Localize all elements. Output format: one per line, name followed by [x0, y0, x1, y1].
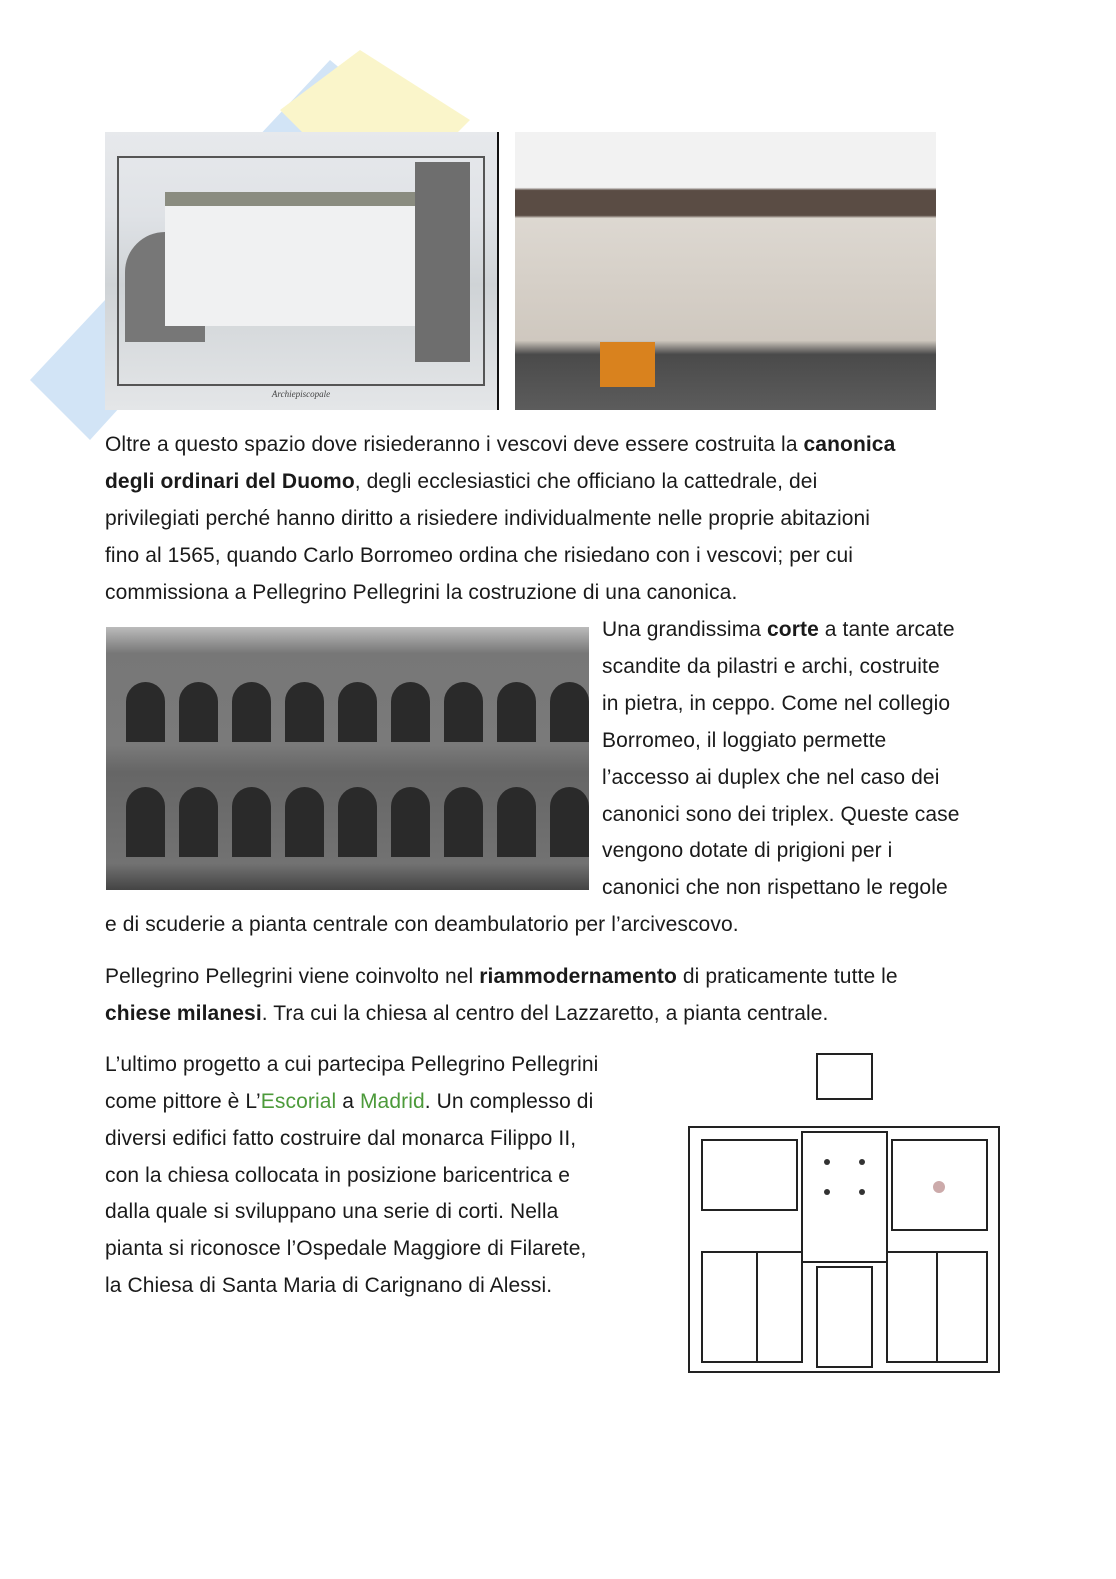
- text-segment: L’ultimo progetto a cui partecipa Pellegrino Pellegrini: [105, 1053, 599, 1076]
- photo-archbishop-palace: [515, 132, 936, 410]
- text-line: [105, 1273, 552, 1299]
- text-segment: diversi edifici fatto costruire dal monarca Filippo II,: [105, 1127, 577, 1150]
- plan-escorial: [687, 1052, 1001, 1374]
- text-line: [105, 543, 853, 569]
- text-segment: e di scuderie a pianta centrale con deambulatorio per l’arcivescovo.: [105, 913, 739, 936]
- text-line: [105, 580, 737, 606]
- text-segment: di praticamente tutte le: [676, 965, 898, 988]
- text-segment: come pittore è L’: [105, 1090, 261, 1113]
- text-segment: scandite da pilastri e archi, costruite: [602, 655, 940, 678]
- bold-text: corte: [767, 618, 819, 641]
- text-line: [105, 1163, 570, 1189]
- text-line: [602, 765, 939, 791]
- text-line: [602, 617, 955, 643]
- text-segment: con la chiesa collocata in posizione baricentrica e: [105, 1164, 571, 1187]
- text-segment: Oltre a questo spazio dove risiederanno i vescovi deve essere costruita la: [105, 433, 804, 456]
- engraving-archbishop-palace: [105, 132, 499, 410]
- text-line: [105, 1052, 598, 1078]
- text-segment: in pietra, in ceppo. Come nel collegio: [602, 692, 951, 715]
- text-line: [105, 432, 895, 458]
- text-segment: canonici sono dei triplex. Queste case: [602, 803, 960, 826]
- text-segment: a tante arcate: [818, 618, 955, 641]
- text-line: [105, 1126, 576, 1152]
- text-segment: l’accesso ai duplex che nel caso dei: [602, 766, 940, 789]
- text-line: [105, 912, 739, 938]
- text-segment: . Un complesso di: [424, 1090, 594, 1113]
- text-segment: a: [336, 1090, 360, 1113]
- text-segment: Pellegrino Pellegrini viene coinvolto nel: [105, 965, 480, 988]
- text-segment: canonici che non rispettano le regole: [602, 876, 948, 899]
- photo-canonica-courtyard: [106, 627, 589, 890]
- text-line: [105, 469, 817, 495]
- text-line: [602, 654, 940, 680]
- text-segment: , degli ecclesiastici che officiano la cattedrale, dei: [354, 470, 818, 493]
- text-line: [602, 875, 948, 901]
- text-segment: commissiona a Pellegrino Pellegrini la costruzione di una canonica.: [105, 581, 738, 604]
- text-segment: Borromeo, il loggiato permette: [602, 729, 887, 752]
- bold-text: chiese milanesi: [105, 1002, 262, 1025]
- text-segment: vengono dotate di prigioni per i: [602, 839, 893, 862]
- text-line: [602, 728, 886, 754]
- text-segment: la Chiesa di Santa Maria di Carignano di Alessi.: [105, 1274, 553, 1297]
- text-segment: Una grandissima: [602, 618, 768, 641]
- text-segment: pianta si riconosce l’Ospedale Maggiore di Filarete,: [105, 1237, 587, 1260]
- text-line: [105, 1089, 593, 1115]
- text-line: [105, 1236, 586, 1262]
- bold-text: riammodernamento: [479, 965, 677, 988]
- text-line: [105, 1001, 828, 1027]
- bold-text: canonica: [803, 433, 896, 456]
- link-text[interactable]: Madrid: [359, 1090, 425, 1113]
- engraving-caption: Archiepiscopale: [271, 389, 331, 399]
- text-segment: privilegiati perché hanno diritto a risiedere individualmente nelle proprie abitazioni: [105, 507, 871, 530]
- bold-text: degli ordinari del Duomo: [105, 470, 355, 493]
- text-line: [105, 1199, 558, 1225]
- text-line: [602, 691, 950, 717]
- text-line: [602, 802, 960, 828]
- text-line: [105, 506, 870, 532]
- link-text[interactable]: Escorial: [260, 1090, 337, 1113]
- text-segment: dalla quale si sviluppano una serie di corti. Nella: [105, 1200, 559, 1223]
- text-line: [602, 838, 892, 864]
- text-segment: fino al 1565, quando Carlo Borromeo ordina che risiedano con i vescovi; per cui: [105, 544, 853, 567]
- text-segment: . Tra cui la chiesa al centro del Lazzaretto, a pianta centrale.: [261, 1002, 829, 1025]
- text-line: [105, 964, 898, 990]
